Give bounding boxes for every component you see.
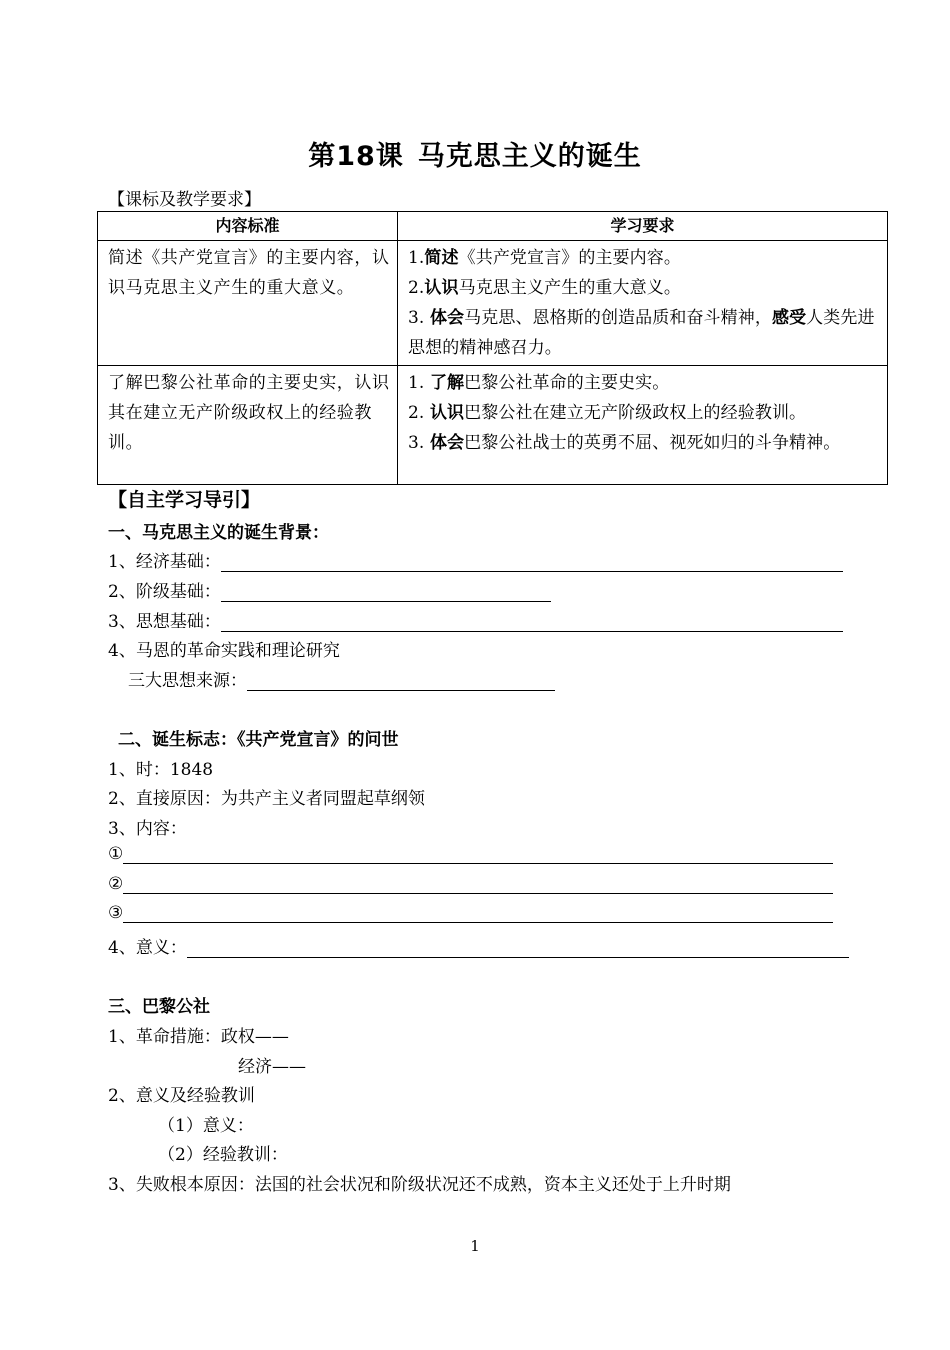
list-item: ③ — [108, 903, 833, 923]
header-requirement: 学习要求 — [398, 212, 888, 241]
list-item: （1）意义： — [158, 1116, 254, 1136]
list-item: 2、直接原因：为共产主义者同盟起草纲领 — [108, 789, 425, 809]
standard-cell: 简述《共产党宣言》的主要内容，认识马克思主义产生的重大意义。 — [98, 241, 398, 366]
fill-blank[interactable] — [123, 904, 833, 923]
requirement-item: 1. 了解巴黎公社革命的主要史实。 — [408, 373, 670, 393]
standard-cell: 了解巴黎公社革命的主要史实，认识其在建立无产阶级政权上的经验教训。 — [98, 366, 398, 485]
section1-heading: 一、马克思主义的诞生背景： — [108, 523, 329, 543]
requirement-item: 3. 体会马克思、恩格斯的创造品质和奋斗精神，感受人类先进思想的精神感召力。 — [408, 308, 875, 358]
requirements-label: 【课标及教学要求】 — [108, 190, 261, 210]
requirement-item: 1.简述《共产党宣言》的主要内容。 — [408, 248, 681, 268]
list-item: 经济—— — [238, 1057, 306, 1077]
guide-heading: 【自主学习导引】 — [108, 489, 261, 511]
list-item: 3、失败根本原因：法国的社会状况和阶级状况还不成熟，资本主义还处于上升时期 — [108, 1175, 731, 1195]
list-item: （2）经验教训： — [158, 1145, 288, 1165]
list-item: 2、阶级基础： — [108, 577, 551, 602]
list-item: 1、革命措施：政权—— — [108, 1027, 289, 1047]
list-item: 3、内容： — [108, 819, 187, 839]
requirement-item: 3. 体会巴黎公社战士的英勇不屈、视死如归的斗争精神。 — [408, 433, 841, 453]
list-item: ① — [108, 844, 833, 864]
fill-blank[interactable] — [221, 613, 843, 632]
list-item: 三大思想来源： — [128, 666, 555, 691]
requirements-table — [97, 211, 888, 485]
page-title — [0, 134, 950, 173]
list-item: ② — [108, 874, 833, 894]
requirement-item: 2.认识马克思主义产生的重大意义。 — [408, 278, 681, 298]
lesson-number: 第18课 — [308, 141, 404, 172]
lesson-title: 马克思主义的诞生 — [417, 141, 642, 172]
fill-blank[interactable] — [123, 875, 833, 894]
requirement-cell — [398, 366, 888, 485]
requirement-item: 2. 认识巴黎公社在建立无产阶级政权上的经验教训。 — [408, 403, 807, 423]
list-item: 2、意义及经验教训 — [108, 1086, 255, 1106]
fill-blank[interactable] — [221, 583, 551, 602]
list-item: 1、时：1848 — [108, 760, 214, 780]
list-item: 3、思想基础： — [108, 607, 843, 632]
table-header-row — [98, 212, 888, 241]
fill-blank[interactable] — [247, 672, 555, 691]
fill-blank[interactable] — [123, 845, 833, 864]
list-item: 1、经济基础： — [108, 547, 843, 572]
list-item: 4、马恩的革命实践和理论研究 — [108, 641, 340, 661]
requirement-cell — [398, 241, 888, 366]
fill-blank[interactable] — [187, 939, 849, 958]
list-item: 4、意义： — [108, 933, 849, 958]
table-row — [98, 241, 888, 366]
section2-heading: 二、诞生标志：《共产党宣言》的问世 — [118, 730, 399, 750]
table-row — [98, 366, 888, 485]
section3-heading: 三、巴黎公社 — [108, 997, 210, 1017]
page-number: 1 — [470, 1237, 480, 1255]
header-standard: 内容标准 — [98, 212, 398, 241]
fill-blank[interactable] — [221, 553, 843, 572]
